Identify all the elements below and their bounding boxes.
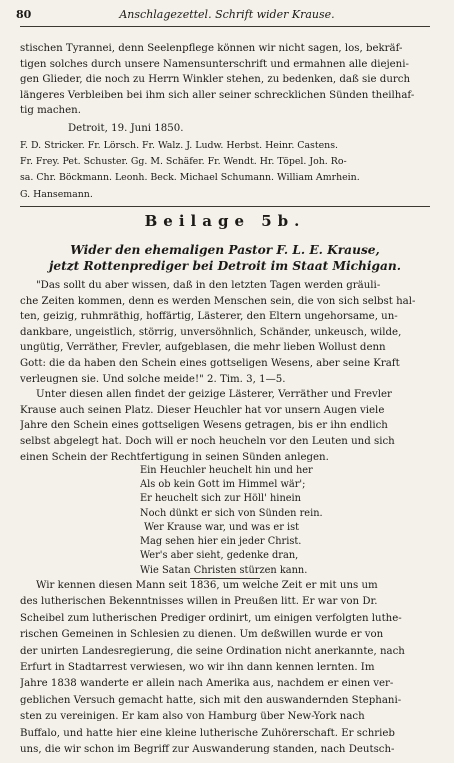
poem-stanza-2 [140,521,400,578]
text-line: Krause auch seinen Platz. Dieser Heuchler hat vor unsern Augen viele [20,404,385,416]
poem-line: Wer's aber sieht, gedenke dran, [140,550,299,562]
text-line: einen Schein der Rechtfertigung in seinen Sünden anlegen. [20,451,329,463]
text-line: der unirten Landesregierung, die seine Ordination nicht anerkannte, nach [20,645,405,657]
text-line: Jahre den Schein eines gottseligen Wesens getragen, bis er ihn endlich [20,420,388,432]
text-line: Buffalo, und hatte hier eine kleine lutherische Zuhörerschaft. Er schrieb [20,727,395,739]
page-number: 80 [16,8,32,21]
text-line: Wir kennen diesen Mann seit 1836, um welche Zeit er mit uns um [36,580,378,591]
poem-line: Als ob kein Gott im Himmel wär'; [140,479,306,491]
signature-line: F. D. Stricker. Fr. Lörsch. Fr. Walz. J. Ludw. Herbst. Heinr. Castens. [20,140,339,151]
text-line: uns, die wir schon im Begriff zur Auswanderung standen, nach Deutsch- [20,743,395,755]
text-line: Gott: die da haben den Schein eines gottseligen Wesens, aber seine Kraft [20,357,400,369]
signatures [20,138,434,203]
poem-line: Noch dünkt er sich von Sünden rein. [140,507,323,519]
signature-line: Fr. Frey. Pet. Schuster. Gg. M. Schäfer. Fr. Wendt. Hr. Töpel. Joh. Ro- [20,156,347,168]
text-line: verleugnen sie. Und solche meide!" 2. Tim. 3, 1—5. [20,373,286,385]
text-line: rischen Gemeinen in Schlesien zu dienen. Um deßwillen wurde er von [20,629,384,641]
text-line: tig machen. [20,105,81,117]
text-line: des lutherischen Bekenntnisses willen in Preußen litt. Er war von Dr. [20,596,378,608]
poem-line: Er heuchelt sich zur Höll' hinein [140,493,301,505]
running-header [8,8,446,22]
text-line: längeres Verbleiben bei ihm sich aller seiner schrecklichen Sünden theilhaf- [20,89,415,101]
header-rule [20,26,430,27]
section-title: Beilage 5b. [144,212,306,230]
text-line: che Zeiten kommen, denn es werden Menschen sein, die von sich selbst hal- [20,295,416,307]
text-line: ungütig, Verräther, Frevler, aufgeblasen, die mehr lieben Wollust denn [20,342,386,354]
intro-paragraph [20,41,432,119]
text-line: gen Glieder, die noch zu Herrn Winkler stehen, zu bedenken, daß sie durch [20,74,411,86]
text-line: Jahre 1838 wanderte er allein nach Amerika aus, nachdem er einen ver- [20,678,394,690]
text-line: stischen Tyrannei, denn Seelenpflege können wir nicht sagen, los, bekräf- [20,43,403,54]
text-line: selbst abgelegt hat. Doch will er noch heucheln vor den Leuten und sich [20,435,395,447]
signature-line: G. Hansemann. [20,188,93,200]
closing-paragraph [20,578,432,758]
text-line: Erfurt in Stadtarrest verwiesen, wo wir ihn dann kennen lernten. Im [20,661,375,673]
section-rule [20,206,430,207]
running-title: Anschlagezettel. Schrift wider Krause. [119,8,335,21]
poem-line: Wie Satan Christen stürzen kann. [140,564,308,576]
poem-line: Ein Heuchler heuchelt hin und her [140,465,313,476]
dateline: Detroit, 19. Juni 1850. [68,123,184,134]
text-line: geblichen Versuch gemacht hatte, sich mit den auswandernden Stephani- [20,694,402,706]
text-line: sten zu vereinigen. Er kam also von Hamburg über New-York nach [20,711,365,723]
poem-line: Mag sehen hier ein jeder Christ. [140,536,302,548]
heading-line-2: jetzt Rottenprediger bei Detroit im Staat Michigan. [48,259,402,273]
poem-stanza-1 [140,464,400,521]
text-line: dankbare, ungeistlich, störrig, unversöhnlich, Schänder, unkeusch, wilde, [20,326,402,338]
text-line: "Das sollt du aber wissen, daß in den letzten Tagen werden gräuli- [36,280,381,291]
text-line: ten, geizig, ruhmräthig, hoffärtig, Lästerer, den Eltern ungehorsame, un- [20,311,398,323]
text-line: tigen solches durch unsere Namensunterschrift und ermahnen alle diejeni- [20,58,409,70]
poem-line: Wer Krause war, und was er ist [144,522,300,533]
heading-line-1: Wider den ehemaligen Pastor F. L. E. Krause, [70,243,380,257]
text-line: Scheibel zum lutherischen Prediger ordinirt, um einigen verfolgten luthe- [20,612,402,624]
signature-line: sa. Chr. Böckmann. Leonh. Beck. Michael Schumann. William Amrhein. [20,172,360,184]
text-line: Unter diesen allen findet der geizige Lästerer, Verräther und Frevler [36,389,392,401]
body-paragraph [20,278,432,465]
